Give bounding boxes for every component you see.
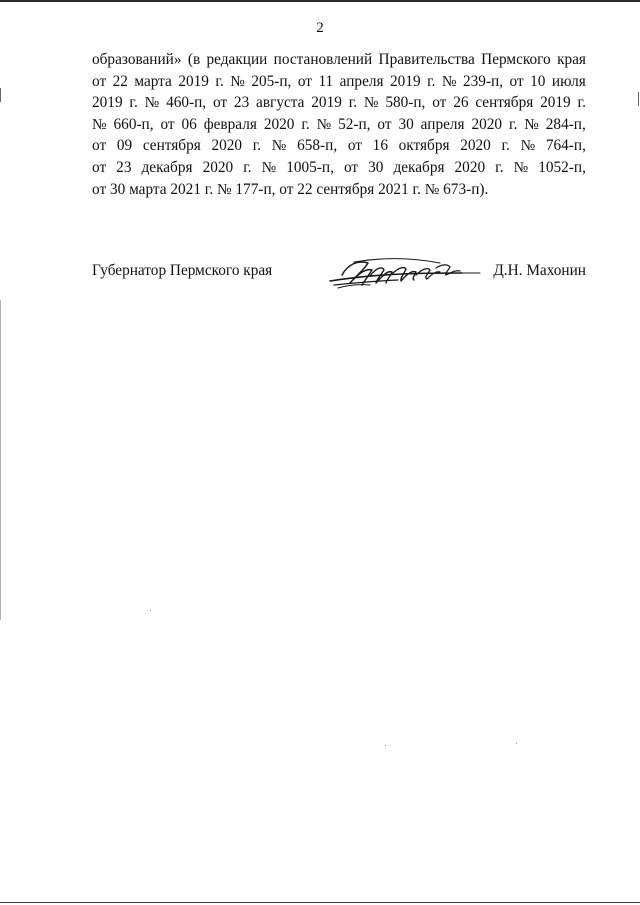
word: № bbox=[520, 137, 536, 155]
handwritten-signature bbox=[324, 254, 484, 294]
word: от bbox=[92, 72, 107, 90]
word: № bbox=[363, 94, 379, 112]
word: апреля bbox=[339, 72, 384, 90]
word: № bbox=[144, 94, 160, 112]
word: 1052-п, bbox=[538, 158, 586, 176]
scan-edge-mark bbox=[638, 92, 639, 106]
word: № bbox=[441, 72, 457, 90]
signer-title: Губернатор Пермского края bbox=[92, 262, 273, 279]
word: 239-п, bbox=[463, 72, 504, 90]
word: г. bbox=[427, 72, 436, 90]
word: 2019 bbox=[311, 94, 342, 112]
top-border-line bbox=[0, 0, 640, 2]
word: г. bbox=[501, 137, 510, 155]
word: 09 bbox=[116, 137, 133, 155]
word: от bbox=[92, 137, 107, 155]
word: № bbox=[316, 115, 332, 133]
word: 30 bbox=[398, 115, 414, 133]
word: 2020 bbox=[471, 115, 503, 133]
word: 284-п, bbox=[545, 115, 586, 133]
body-line: от 30 марта 2021 г. № 177-п, от 22 сентября 2021 г. № 673-п). bbox=[92, 180, 489, 198]
word: 2020 bbox=[460, 137, 491, 155]
word: края bbox=[557, 51, 586, 68]
body-line bbox=[92, 135, 586, 157]
word: г. bbox=[301, 115, 310, 133]
word: 764-п, bbox=[545, 137, 586, 155]
word: 2019 bbox=[92, 94, 123, 112]
word: 460-п, bbox=[166, 94, 207, 112]
word: (в bbox=[187, 51, 201, 68]
word: г. bbox=[577, 94, 586, 112]
word: 2019 bbox=[178, 72, 209, 90]
word: 660-п, bbox=[113, 115, 154, 133]
word: № bbox=[513, 158, 529, 176]
word: г. bbox=[252, 137, 262, 155]
word: апреля bbox=[420, 115, 465, 133]
word: от bbox=[509, 72, 524, 90]
word: редакции bbox=[206, 51, 268, 68]
word: 1005-п, bbox=[286, 158, 334, 176]
word: г. bbox=[129, 94, 138, 112]
word: 23 bbox=[233, 94, 250, 112]
word: 23 bbox=[116, 158, 132, 176]
word: 658-п, bbox=[297, 137, 338, 155]
word: № bbox=[271, 137, 287, 155]
word: 16 bbox=[372, 137, 388, 155]
word: № bbox=[261, 158, 277, 176]
word: марта bbox=[134, 72, 172, 90]
word: от bbox=[377, 115, 392, 133]
word: № bbox=[92, 115, 107, 133]
word: г. bbox=[348, 94, 358, 112]
word: декабря bbox=[141, 158, 193, 176]
word: от bbox=[432, 94, 447, 112]
word: постановлений bbox=[273, 51, 373, 68]
word: от bbox=[212, 94, 228, 112]
word: от bbox=[347, 137, 362, 155]
bottom-border-line bbox=[0, 902, 640, 903]
word: 11 bbox=[318, 72, 334, 90]
word: 30 bbox=[368, 158, 384, 176]
word: февраля bbox=[203, 115, 257, 133]
word: № bbox=[524, 115, 539, 133]
word: от bbox=[343, 158, 359, 176]
body-line bbox=[92, 157, 586, 179]
word: г. bbox=[495, 158, 504, 176]
word: сентября bbox=[475, 94, 534, 112]
word: Правительства bbox=[378, 51, 475, 68]
word: Пермского bbox=[481, 51, 551, 68]
word: 26 bbox=[453, 94, 469, 112]
word: 2020 bbox=[211, 137, 243, 155]
scan-edge-mark bbox=[0, 300, 1, 620]
word: 06 bbox=[181, 115, 197, 133]
body-line bbox=[92, 92, 586, 114]
scan-edge-mark bbox=[0, 88, 1, 102]
word: 2019 bbox=[540, 94, 571, 112]
signer-name: Д.Н. Махонин bbox=[493, 262, 586, 279]
word: июля bbox=[551, 72, 586, 90]
word: 2020 bbox=[202, 158, 234, 176]
word: образований» bbox=[92, 51, 182, 68]
word: № bbox=[230, 72, 245, 90]
word: от bbox=[92, 158, 107, 176]
word: 22 bbox=[112, 72, 128, 90]
word: г. bbox=[243, 158, 252, 176]
body-line bbox=[92, 114, 586, 136]
word: г. bbox=[508, 115, 518, 133]
scan-speck bbox=[385, 745, 386, 746]
word: 580-п, bbox=[385, 94, 426, 112]
word: 10 bbox=[530, 72, 546, 90]
scan-speck bbox=[516, 743, 517, 744]
word: декабря bbox=[393, 158, 445, 176]
scan-speck bbox=[150, 610, 151, 611]
body-paragraph bbox=[92, 49, 586, 200]
word: от bbox=[297, 72, 312, 90]
page-number: 2 bbox=[316, 20, 324, 36]
signature-block bbox=[92, 262, 586, 302]
word: 2020 bbox=[263, 115, 295, 133]
word: 52-п, bbox=[338, 115, 371, 133]
word: 205-п, bbox=[251, 72, 292, 90]
word: от bbox=[160, 115, 175, 133]
word: сентября bbox=[142, 137, 201, 155]
word: г. bbox=[215, 72, 224, 90]
word: 2020 bbox=[454, 158, 486, 176]
word: октября bbox=[398, 137, 450, 155]
body-line bbox=[92, 71, 586, 93]
body-line bbox=[92, 49, 586, 71]
word: 2019 bbox=[390, 72, 421, 90]
word: августа bbox=[256, 94, 305, 112]
